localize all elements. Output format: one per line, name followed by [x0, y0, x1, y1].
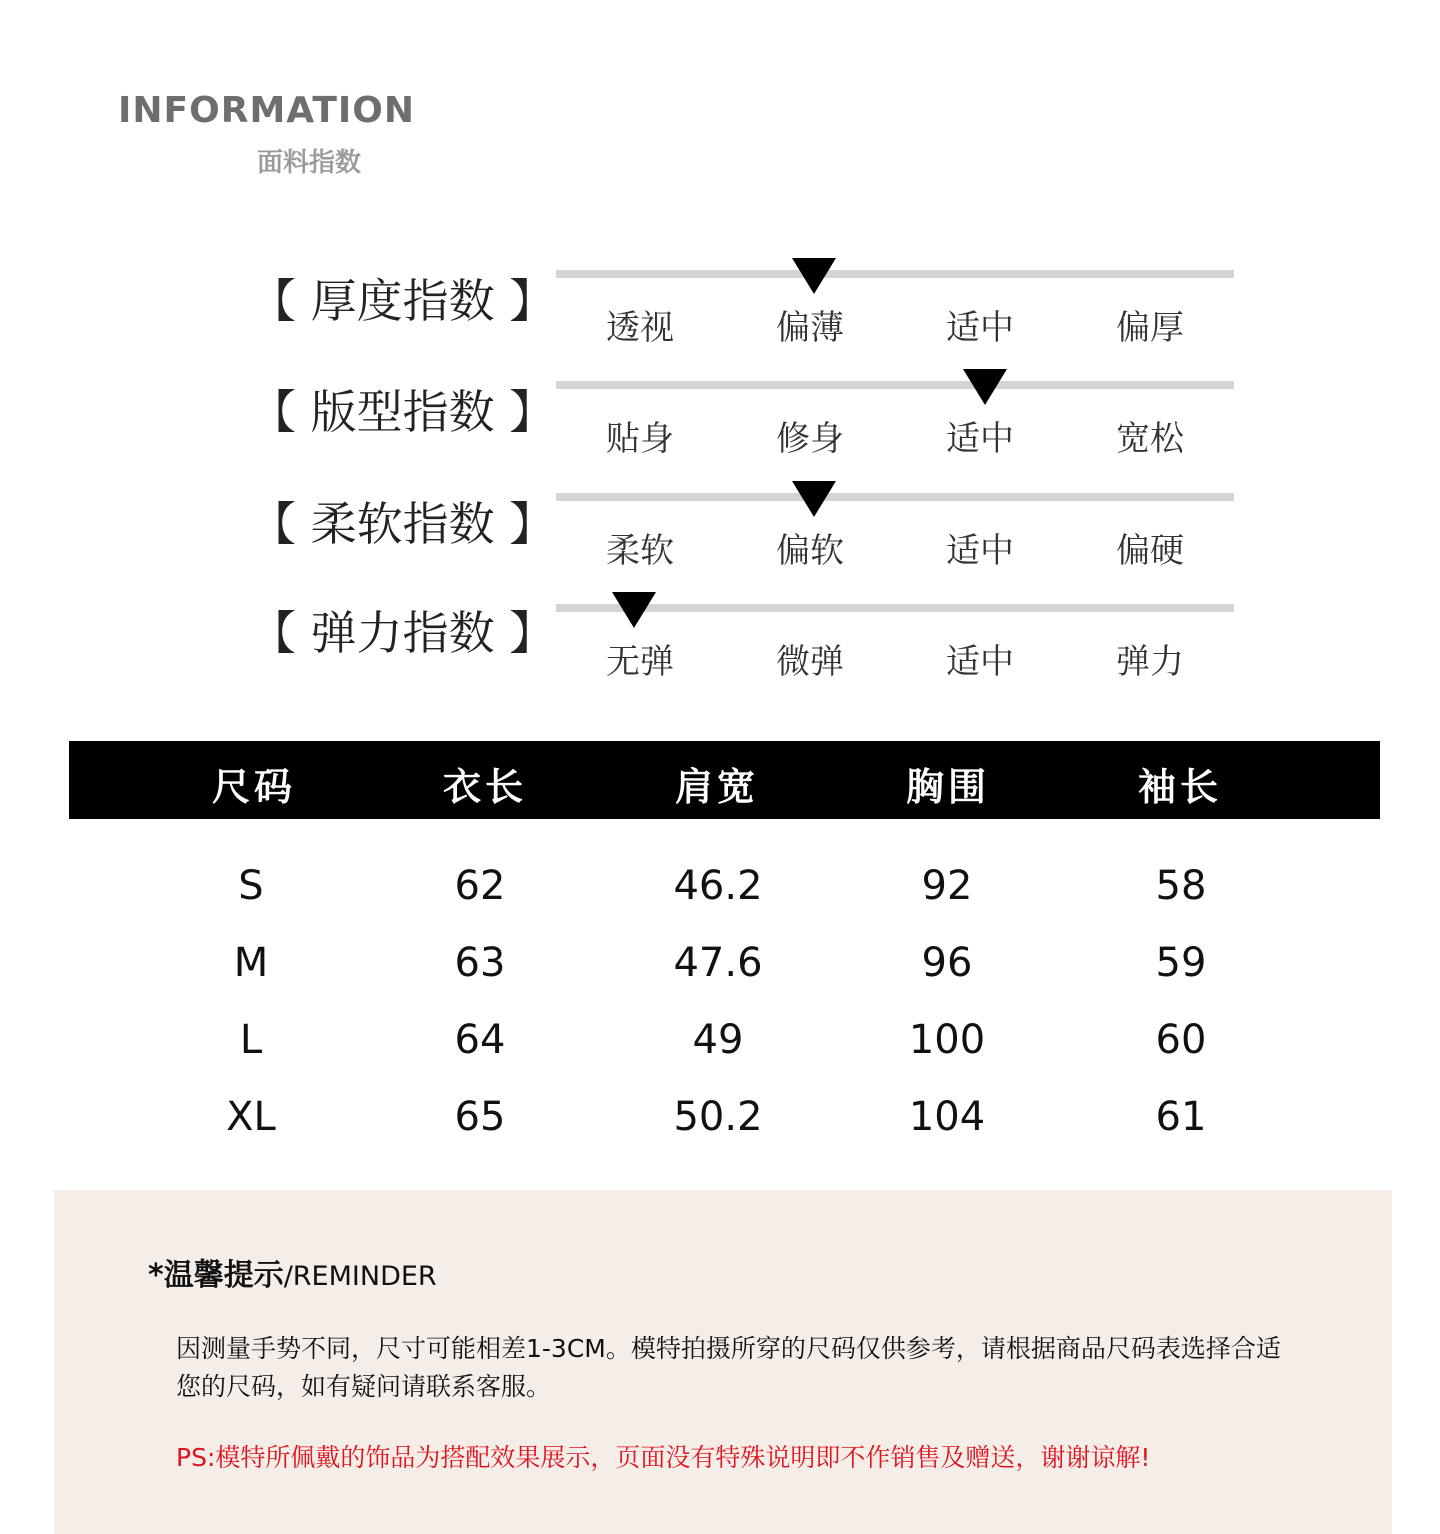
- cell-sleeve: 58: [1155, 863, 1207, 909]
- info-subtitle: 面料指数: [257, 148, 362, 178]
- cell-chest: 92: [921, 863, 973, 909]
- reminder-title-en: /REMINDER: [283, 1261, 437, 1292]
- reminder-ps: PS:模特所佩戴的饰品为搭配效果展示，页面没有特殊说明即不作销售及赠送，谢谢谅解!: [176, 1443, 1151, 1472]
- scale-option: 贴身: [606, 419, 674, 459]
- scale-option: 适中: [946, 642, 1014, 682]
- cell-sleeve: 60: [1155, 1017, 1207, 1063]
- scale-label: 【 厚度指数 】: [250, 274, 556, 328]
- header-length: 衣长: [442, 765, 527, 809]
- info-title: INFORMATION: [118, 90, 416, 131]
- reminder-box: [54, 1190, 1392, 1534]
- cell-shoulder: 47.6: [673, 940, 763, 986]
- header-size: 尺码: [211, 765, 296, 809]
- scale-bar: [556, 604, 1234, 612]
- reminder-title-cn: *温馨提示: [148, 1258, 284, 1293]
- header-chest: 胸围: [905, 765, 990, 809]
- cell-length: 63: [454, 940, 506, 986]
- scale-option: 偏硬: [1116, 531, 1184, 571]
- scale-label: 【 弹力指数 】: [250, 606, 556, 660]
- scale-option: 弹力: [1116, 642, 1184, 682]
- scale-marker-icon: [963, 369, 1007, 405]
- header-sleeve: 袖长: [1137, 765, 1222, 809]
- cell-chest: 104: [908, 1094, 986, 1140]
- cell-chest: 100: [908, 1017, 986, 1063]
- cell-size: S: [238, 863, 264, 909]
- scale-label: 【 柔软指数 】: [250, 497, 556, 551]
- cell-sleeve: 61: [1155, 1094, 1207, 1140]
- scale-option: 偏厚: [1116, 308, 1184, 348]
- scale-option: 适中: [946, 531, 1014, 571]
- cell-sleeve: 59: [1155, 940, 1207, 986]
- cell-length: 65: [454, 1094, 506, 1140]
- header-shoulder: 肩宽: [674, 765, 759, 809]
- cell-length: 62: [454, 863, 506, 909]
- scale-bar: [556, 493, 1234, 501]
- cell-shoulder: 46.2: [673, 863, 763, 909]
- cell-size: XL: [226, 1094, 276, 1140]
- reminder-body: 因测量手势不同，尺寸可能相差1-3CM。模特拍摄所穿的尺码仅供参考，请根据商品尺码表选择合适您的尺码，如有疑问请联系客服。: [176, 1334, 1281, 1401]
- scale-bar: [556, 381, 1234, 389]
- scale-option: 微弹: [776, 642, 844, 682]
- scale-option: 柔软: [606, 531, 674, 571]
- scale-label: 【 版型指数 】: [250, 385, 556, 439]
- cell-chest: 96: [921, 940, 973, 986]
- scale-option: 宽松: [1116, 419, 1184, 459]
- scale-option: 适中: [946, 419, 1014, 459]
- scale-option: 无弹: [606, 642, 674, 682]
- scale-option: 透视: [606, 308, 674, 348]
- scale-marker-icon: [792, 258, 836, 294]
- scale-option: 偏软: [776, 531, 844, 571]
- cell-size: L: [239, 1017, 263, 1063]
- scale-bar: [556, 270, 1234, 278]
- scale-option: 偏薄: [776, 308, 844, 348]
- scale-option: 修身: [776, 419, 844, 459]
- cell-size: M: [233, 940, 269, 986]
- cell-shoulder: 49: [692, 1017, 744, 1063]
- scale-marker-icon: [612, 592, 656, 628]
- scale-option: 适中: [946, 308, 1014, 348]
- cell-length: 64: [454, 1017, 506, 1063]
- reminder-title: [148, 1250, 437, 1294]
- scale-marker-icon: [792, 481, 836, 517]
- cell-shoulder: 50.2: [673, 1094, 763, 1140]
- size-table-header: [69, 741, 1380, 819]
